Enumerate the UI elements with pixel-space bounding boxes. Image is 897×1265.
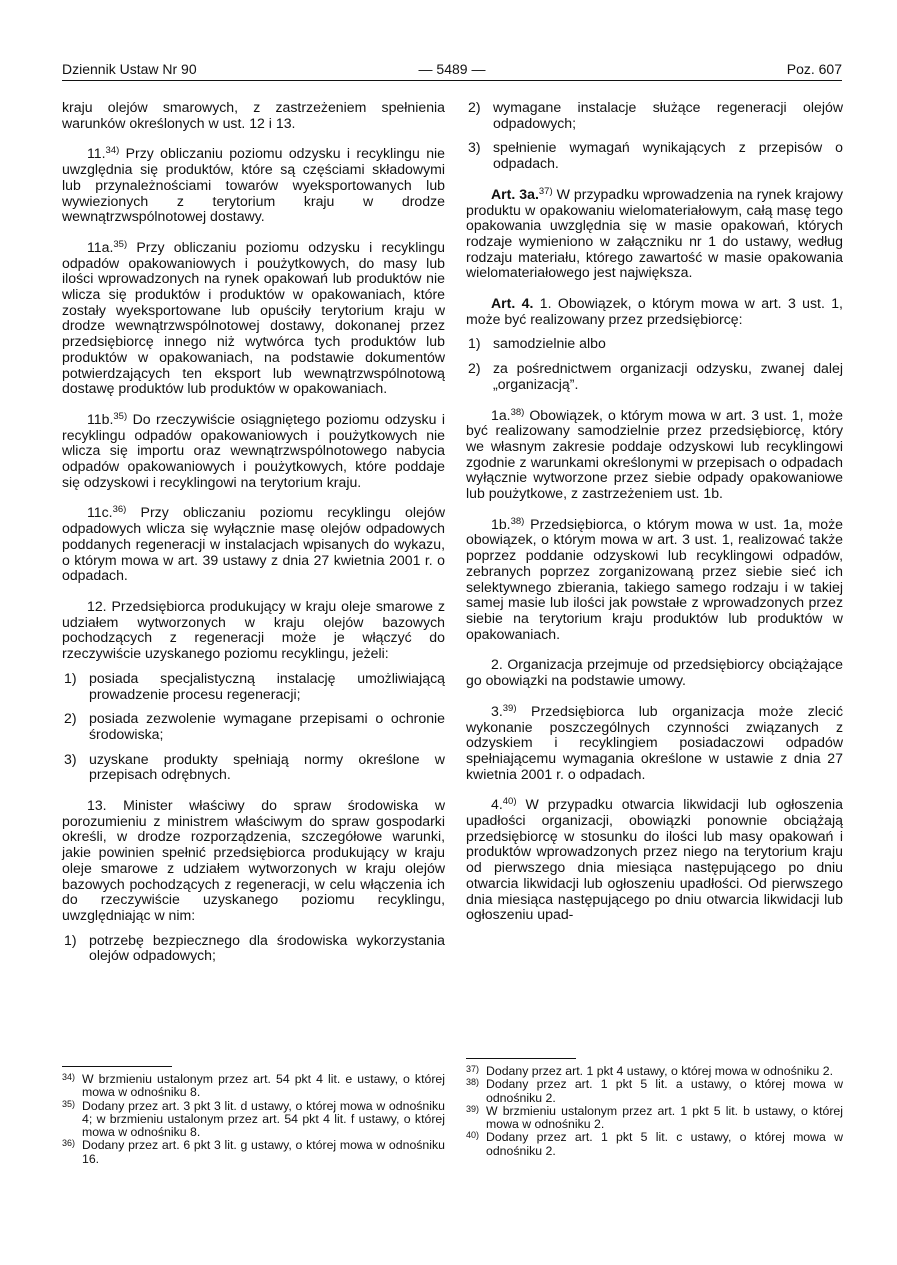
footnote-divider	[62, 1066, 172, 1067]
paragraph-11c: 11c.$^{36)}$ Przy obliczaniu poziomu recyklingu olejów odpadowych wlicza się wyłącznie masę olejów odpadowych poddanych regeneracji w instalacjach wpisanych do wykazu, o którym mowa w art. 39 ustawy z dnia 27 kwietnia 2001 r. o odpadach.	[62, 504, 445, 584]
journal-title: Dziennik Ustaw Nr 90	[62, 61, 197, 77]
list-item: 1) potrzebę bezpiecznego dla środowiska wykorzystania olejów odpadowych;	[64, 931, 445, 964]
footnote-ref[interactable]: 36)	[112, 504, 127, 516]
paragraph-12: 12. Przedsiębiorca produkujący w kraju oleje smarowe z udziałem wytworzonych w kraju olejów bazowych pochodzących z regeneracji może je włączyć do rzeczywiście uzyskanego poziomu recyklingu, jeżeli:	[62, 597, 445, 662]
list-item: 2) za pośrednictwem organizacji odzysku, zwanej dalej „organizacją”.	[468, 360, 843, 392]
footnote: 35) Dodany przez art. 3 pkt 3 lit. d ustawy, o której mowa w odnośniku 4; w brzmieniu ustalonym przez art. 54 pkt 4 lit. f ustawy, o której mowa w odnośniku 8.	[62, 1098, 445, 1140]
left-column	[62, 100, 445, 973]
footnote-ref[interactable]: 38)	[510, 406, 525, 418]
article-label: Art. 3a.	[491, 185, 539, 202]
list-item: 2) posiada zezwolenie wymagane przepisami o ochronie środowiska;	[64, 710, 445, 742]
paragraph-2: 2. Organizacja przejmuje od przedsiębiorcy obciążające go obowiązki na podstawie umowy.	[466, 656, 843, 689]
paragraph-3: 3.$^{39)}$ Przedsiębiorca lub organizacja może zlecić wykonanie poszczególnych czynności związanych z odzyskiem i recyklingiem posiadaczowi odpadów spełniającemu wymagania określone w ustawie z dnia 27 kwietnia 2001 r. o odpadach.	[466, 702, 843, 782]
paragraph-1a: 1a.$^{38)}$ Obowiązek, o którym mowa w art. 3 ust. 1, może być realizowany samodzielnie przez przedsiębiorcę, który we własnym zakresie poddaje odzyskowi lub recyklingowi zgodnie z warunkami określonymi w przepisach o odpadach wyłącznie wytworzone przez siebie odpady opakowaniowe lub poużytkowe, z zastrzeżeniem ust. 1b.	[466, 406, 843, 502]
footnote-ref[interactable]: 35)	[113, 410, 128, 422]
footnote: 34) W brzmieniu ustalonym przez art. 54 pkt 4 lit. e ustawy, o której mowa w odnośniku 8.	[62, 1072, 445, 1100]
footnote-ref[interactable]: 40)	[502, 796, 517, 808]
footnotes-left	[62, 1066, 445, 1166]
footnote-ref[interactable]: 34)	[105, 145, 120, 157]
list-item: 1) samodzielnie albo	[468, 335, 606, 352]
footnote: 38) Dodany przez art. 1 pkt 5 lit. a ustawy, o której mowa w odnośniku 2.	[466, 1077, 843, 1105]
footnote-divider	[466, 1058, 576, 1059]
paragraph-11b: 11b.$^{35)}$ Do rzeczywiście osiągniętego poziomu odzysku i recyklingu odpadów opakowaniowych i poużytkowych nie wlicza się importu oraz wewnątrzwspólnotowego nabycia odpadów opakowaniowych i poużytkowych, które poddaje się odzyskowi i recyklingowi na terytorium kraju.	[62, 410, 445, 490]
article-4: Art. 4. 1. Obowiązek, o którym mowa w art. 3 ust. 1, może być realizowany przez przedsiębiorcę:	[466, 295, 843, 327]
right-column	[466, 100, 843, 938]
list-item: 2) wymagane instalacje służące regeneracji olejów odpadowych;	[468, 99, 843, 131]
paragraph-1b: 1b.$^{38)}$ Przedsiębiorca, o którym mowa w ust. 1a, może obowiązek, o którym mowa w art. 3 ust. 1, realizować także poprzez poddanie odzyskowi lub recyklingowi odpadów, zebranych poprzez zorganizowaną przez siebie sieć ich selektywnego zbierania, takiego samego rodzaju i w takiej samej masie lub ilości jak powstałe z wprowadzonych przez siebie na terytorium kraju produktów lub produktów w opakowaniach.	[466, 515, 843, 642]
paragraph-4: 4.$^{40)}$ W przypadku otwarcia likwidacji lub ogłoszenia upadłości organizacji, obowiązki ponownie obciążają przedsiębiorcę w stosunku do ilości lub masy opakowań i produktów wprowadzonych przez niego na terytorium kraju od pierwszego dnia miesiąca następującego po dniu otwarcia likwidacji lub ogłoszeniu upadłości. Od pierwszego dnia miesiąca następującego po dniu otwarcia likwidacji lub ogłoszeniu upad-	[466, 796, 843, 923]
paragraph-13: 13. Minister właściwy do spraw środowiska w porozumieniu z ministrem właściwym do spraw gospodarki określi, w drodze rozporządzenia, szczegółowe warunki, jakie powinien spełnić przedsiębiorca produkujący w kraju oleje smarowe z udziałem wytworzonych w kraju olejów bazowych pochodzących z regeneracji, w celu włączenia ich do rzeczywiście uzyskanego poziomu recyklingu, uwzględniając w nim:	[62, 797, 445, 923]
list-item: 3) uzyskane produkty spełniają normy określone w przepisach odrębnych.	[64, 750, 445, 783]
list-item: 3) spełnienie wymagań wynikających z przepisów o odpadach.	[468, 139, 843, 172]
paragraph-11: 11.$^{34)}$ Przy obliczaniu poziomu odzysku i recyklingu nie uwzględnia się produktów, które są częściami składowymi lub przynależnościami towarów wyeksportowanych lub wywiezionych z terytorium kraju w drodze wewnątrzwspólnotowej dostawy.	[62, 145, 445, 225]
article-label: Art. 4.	[491, 295, 534, 312]
running-header	[62, 60, 842, 81]
footnote-ref[interactable]: 38)	[510, 515, 525, 527]
list-item: 1) posiada specjalistyczną instalację umożliwiającą prowadzenie procesu regeneracji;	[64, 669, 445, 702]
footnote: 39) W brzmieniu ustalonym przez art. 1 pkt 5 lit. b ustawy, o której mowa w odnośniku 2.	[466, 1103, 843, 1132]
footnote: 36) Dodany przez art. 6 pkt 3 lit. g ustawy, o której mowa w odnośniku 16.	[62, 1138, 445, 1166]
footnote: 37) Dodany przez art. 1 pkt 4 ustawy, o której mowa w odnośniku 2.	[466, 1064, 833, 1078]
position-number: Poz. 607	[786, 61, 842, 77]
footnote: 40) Dodany przez art. 1 pkt 5 lit. c ustawy, o której mowa w odnośniku 2.	[466, 1130, 843, 1158]
footnote-ref[interactable]: 37)	[538, 185, 553, 197]
footnotes-right	[466, 1058, 843, 1158]
page-number: — 5489 —	[418, 61, 486, 77]
footnote-ref[interactable]: 35)	[113, 238, 128, 250]
footnote-ref[interactable]: 39)	[502, 702, 517, 714]
article-3a: Art. 3a.$^{37)}$ W przypadku wprowadzenia na rynek krajowy produktu w opakowaniu wielomateriałowym, całą masę tego opakowania uwzględnia się w masie opakowań, których rodzaje wymieniono w załączniku nr 1 do ustawy, według rodzaju materiału, którego zawartość w masie opakowania wielomateriałowego jest największa.	[466, 185, 843, 281]
continuation-paragraph: kraju olejów smarowych, z zastrzeżeniem spełnienia warunków określonych w ust. 12 i 13.	[62, 99, 445, 131]
paragraph-11a: 11a.$^{35)}$ Przy obliczaniu poziomu odzysku i recyklingu odpadów opakowaniowych i poużytkowych, do masy lub ilości wprowadzonych na rynek opakowań lub produktów nie wlicza się produktów i produktów w opakowaniach, które zostały wyeksportowane lub opuściły terytorium kraju w drodze wewnątrzwspólnotowej dostawy, dokonanej przez przedsiębiorcę innego niż wytwórca tych produktów lub produktów w opakowaniach, na podstawie dokumentów potwierdzających ten eksport lub wewnątrzwspólnotową dostawę produktów lub produktów w opakowaniach.	[62, 238, 445, 397]
